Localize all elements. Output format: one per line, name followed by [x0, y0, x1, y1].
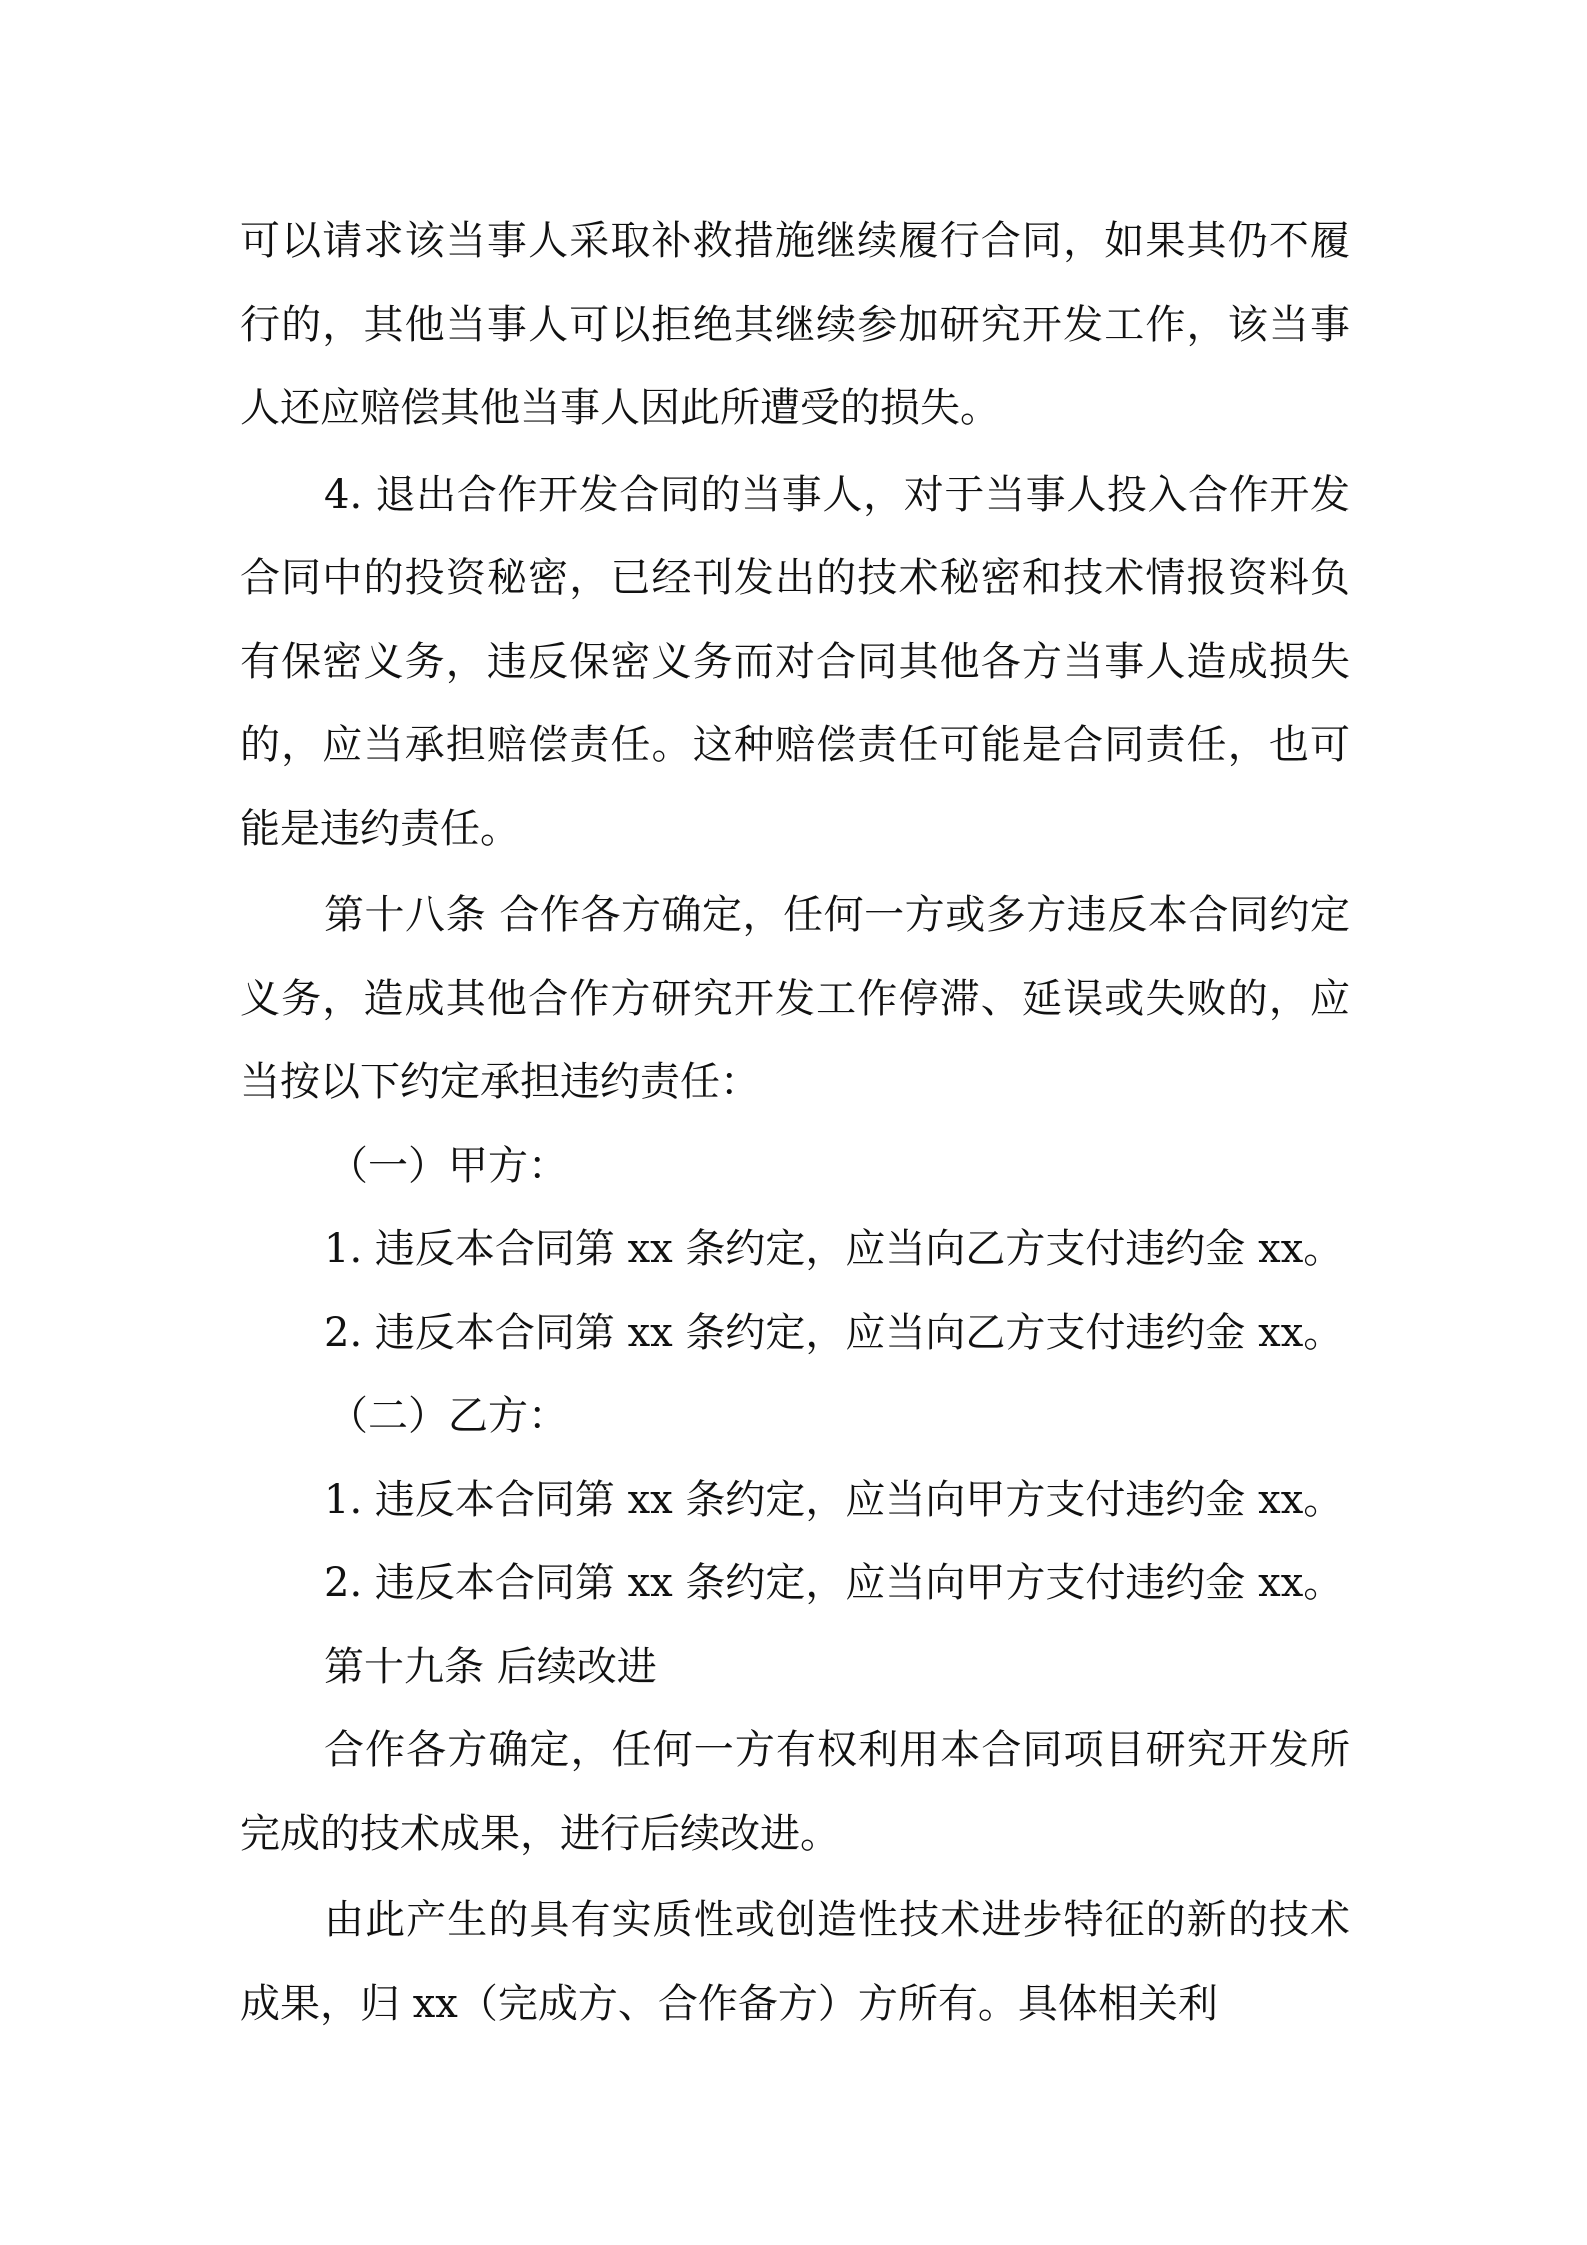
paragraph-article-19-b: 由此产生的具有实质性或创造性技术进步特征的新的技术成果，归 xx（完成方、合作备方）方所有。具体相关利	[240, 1897, 1350, 2027]
article-19-title: 第十九条 后续改进	[324, 1643, 657, 1690]
party-a-heading: （一）甲方：	[328, 1142, 568, 1189]
party-b-item-2: 2. 违反本合同第 xx 条约定，应当向甲方支付违约金 xx。	[324, 1560, 1344, 1606]
party-b-item-1: 1. 违反本合同第 xx 条约定，应当向甲方支付违约金 xx。	[324, 1476, 1344, 1523]
party-b-heading: （二）乙方：	[328, 1393, 568, 1439]
paragraph-article-19-a: 合作各方确定，任何一方有权利用本合同项目研究开发所完成的技术成果，进行后续改进。	[240, 1727, 1350, 1857]
document-body	[240, 200, 1350, 2046]
party-a-item-2: 2. 违反本合同第 xx 条约定，应当向乙方支付违约金 xx。	[324, 1309, 1344, 1356]
paragraph-continuation: 可以请求该当事人采取补救措施继续履行合同，如果其仍不履行的，其他当事人可以拒绝其继续参加研究开发工作，该当事人还应赔偿其他当事人因此所遭受的损失。	[240, 218, 1350, 431]
paragraph-article-18: 第十八条 合作各方确定，任何一方或多方违反本合同约定义务，造成其他合作方研究开发工作停滞、延误或失败的，应当按以下约定承担违约责任：	[240, 892, 1350, 1105]
paragraph-item-4: 4. 退出合作开发合同的当事人，对于当事人投入合作开发合同中的投资秘密，已经刊发出的技术秘密和技术情报资料负有保密义务，违反保密义务而对合同其他各方当事人造成损失的，应当承担赔偿责任。这种赔偿责任可能是合同责任，也可能是违约责任。	[240, 471, 1350, 852]
party-a-item-1: 1. 违反本合同第 xx 条约定，应当向乙方支付违约金 xx。	[324, 1226, 1344, 1272]
